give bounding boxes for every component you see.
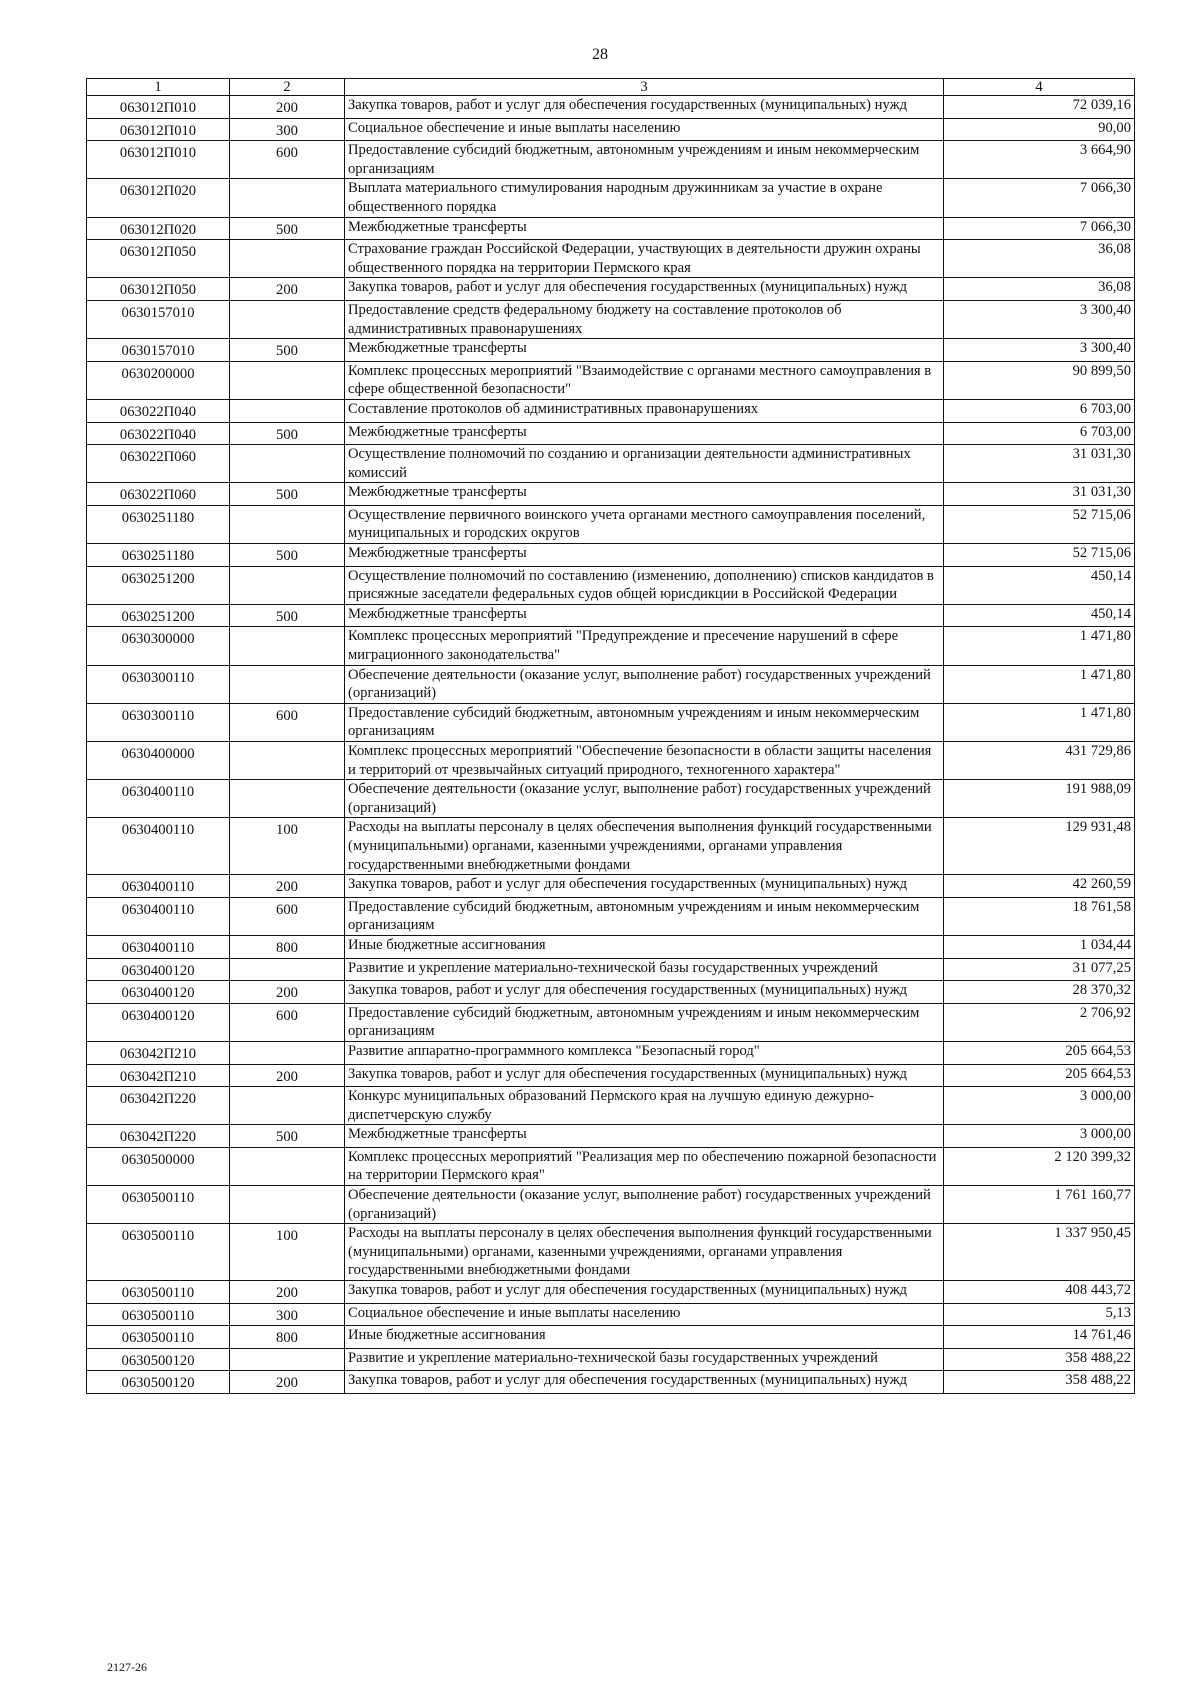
name-cell: Межбюджетные трансферты <box>345 339 944 362</box>
type-cell <box>230 240 345 278</box>
table-row <box>87 505 1135 543</box>
name-cell: Социальное обеспечение и иные выплаты населению <box>345 118 944 141</box>
name-cell: Закупка товаров, работ и услуг для обеспечения государственных (муниципальных) нужд <box>345 1371 944 1394</box>
name-cell: Межбюджетные трансферты <box>345 1125 944 1148</box>
type-cell: 600 <box>230 703 345 741</box>
table-row <box>87 818 1135 875</box>
type-cell <box>230 1147 345 1185</box>
table-row <box>87 1041 1135 1064</box>
page-number: 28 <box>592 46 608 63</box>
type-cell <box>230 399 345 422</box>
table-row <box>87 179 1135 217</box>
budget-table <box>86 78 1135 1394</box>
type-cell: 200 <box>230 875 345 898</box>
type-cell: 200 <box>230 1064 345 1087</box>
type-cell: 300 <box>230 118 345 141</box>
type-cell: 100 <box>230 1224 345 1281</box>
name-cell: Предоставление субсидий бюджетным, автономным учреждениям и иным некоммерческим организациям <box>345 1003 944 1041</box>
table-row <box>87 665 1135 703</box>
table-row <box>87 278 1135 301</box>
type-cell: 200 <box>230 1371 345 1394</box>
amount-cell: 3 000,00 <box>944 1087 1135 1125</box>
code-cell: 063022П040 <box>87 422 230 445</box>
table-row <box>87 958 1135 981</box>
code-cell: 0630300000 <box>87 627 230 665</box>
code-cell: 0630400110 <box>87 818 230 875</box>
name-cell: Развитие аппаратно-программного комплекса "Безопасный город" <box>345 1041 944 1064</box>
name-cell: Межбюджетные трансферты <box>345 483 944 506</box>
amount-cell: 90 899,50 <box>944 361 1135 399</box>
table-row <box>87 1303 1135 1326</box>
table-row <box>87 1125 1135 1148</box>
name-cell: Развитие и укрепление материально-технической базы государственных учреждений <box>345 958 944 981</box>
table-row <box>87 1224 1135 1281</box>
amount-cell: 1 471,80 <box>944 627 1135 665</box>
amount-cell: 205 664,53 <box>944 1041 1135 1064</box>
name-cell: Закупка товаров, работ и услуг для обеспечения государственных (муниципальных) нужд <box>345 1064 944 1087</box>
code-cell: 0630500110 <box>87 1303 230 1326</box>
name-cell: Комплекс процессных мероприятий "Предупреждение и пресечение нарушений в сфере миграционного законодательства" <box>345 627 944 665</box>
amount-cell: 2 120 399,32 <box>944 1147 1135 1185</box>
table-row <box>87 483 1135 506</box>
type-cell <box>230 958 345 981</box>
header-row <box>87 79 1135 96</box>
table-row <box>87 1003 1135 1041</box>
type-cell: 600 <box>230 897 345 935</box>
type-cell <box>230 300 345 338</box>
column-header-1: 1 <box>87 79 230 96</box>
table-body <box>87 96 1135 1394</box>
amount-cell: 450,14 <box>944 604 1135 627</box>
amount-cell: 7 066,30 <box>944 179 1135 217</box>
name-cell: Обеспечение деятельности (оказание услуг, выполнение работ) государственных учреждений (организаций) <box>345 1186 944 1224</box>
type-cell: 600 <box>230 141 345 179</box>
name-cell: Закупка товаров, работ и услуг для обеспечения государственных (муниципальных) нужд <box>345 1281 944 1304</box>
amount-cell: 205 664,53 <box>944 1064 1135 1087</box>
table-row <box>87 399 1135 422</box>
amount-cell: 408 443,72 <box>944 1281 1135 1304</box>
type-cell <box>230 780 345 818</box>
type-cell: 500 <box>230 339 345 362</box>
code-cell: 063012П010 <box>87 118 230 141</box>
name-cell: Составление протоколов об административных правонарушениях <box>345 399 944 422</box>
column-header-4: 4 <box>944 79 1135 96</box>
code-cell: 063022П060 <box>87 445 230 483</box>
code-cell: 0630400120 <box>87 958 230 981</box>
code-cell: 063022П060 <box>87 483 230 506</box>
column-header-2: 2 <box>230 79 345 96</box>
type-cell: 200 <box>230 1281 345 1304</box>
name-cell: Иные бюджетные ассигнования <box>345 1326 944 1349</box>
table-row <box>87 780 1135 818</box>
name-cell: Межбюджетные трансферты <box>345 217 944 240</box>
type-cell: 800 <box>230 1326 345 1349</box>
type-cell <box>230 742 345 780</box>
code-cell: 063022П040 <box>87 399 230 422</box>
name-cell: Иные бюджетные ассигнования <box>345 935 944 958</box>
type-cell: 500 <box>230 604 345 627</box>
code-cell: 063012П050 <box>87 278 230 301</box>
code-cell: 063012П020 <box>87 217 230 240</box>
table-row <box>87 1087 1135 1125</box>
code-cell: 0630400110 <box>87 897 230 935</box>
type-cell <box>230 505 345 543</box>
amount-cell: 5,13 <box>944 1303 1135 1326</box>
name-cell: Предоставление средств федеральному бюджету на составление протоколов об административных правонарушениях <box>345 300 944 338</box>
code-cell: 0630500000 <box>87 1147 230 1185</box>
table-row <box>87 445 1135 483</box>
table-row <box>87 1064 1135 1087</box>
type-cell: 300 <box>230 1303 345 1326</box>
type-cell: 500 <box>230 217 345 240</box>
code-cell: 0630400120 <box>87 1003 230 1041</box>
table-row <box>87 703 1135 741</box>
name-cell: Комплекс процессных мероприятий "Взаимодействие с органами местного самоуправления в сфере общественной безопасности" <box>345 361 944 399</box>
type-cell <box>230 361 345 399</box>
name-cell: Социальное обеспечение и иные выплаты населению <box>345 1303 944 1326</box>
amount-cell: 431 729,86 <box>944 742 1135 780</box>
name-cell: Обеспечение деятельности (оказание услуг, выполнение работ) государственных учреждений (организаций) <box>345 780 944 818</box>
amount-cell: 358 488,22 <box>944 1348 1135 1371</box>
amount-cell: 31 031,30 <box>944 445 1135 483</box>
table-row <box>87 1186 1135 1224</box>
amount-cell: 52 715,06 <box>944 505 1135 543</box>
code-cell: 0630400110 <box>87 780 230 818</box>
type-cell <box>230 445 345 483</box>
name-cell: Закупка товаров, работ и услуг для обеспечения государственных (муниципальных) нужд <box>345 278 944 301</box>
table-row <box>87 1147 1135 1185</box>
table-row <box>87 742 1135 780</box>
table-row <box>87 141 1135 179</box>
name-cell: Предоставление субсидий бюджетным, автономным учреждениям и иным некоммерческим организациям <box>345 897 944 935</box>
table-row <box>87 544 1135 567</box>
code-cell: 0630300110 <box>87 665 230 703</box>
code-cell: 0630400120 <box>87 981 230 1004</box>
name-cell: Межбюджетные трансферты <box>345 604 944 627</box>
type-cell: 500 <box>230 1125 345 1148</box>
type-cell: 200 <box>230 981 345 1004</box>
type-cell <box>230 665 345 703</box>
table-row <box>87 240 1135 278</box>
name-cell: Комплекс процессных мероприятий "Обеспечение безопасности в области защиты населения и территорий от чрезвычайных ситуаций природного, техногенного характера" <box>345 742 944 780</box>
name-cell: Осуществление первичного воинского учета органами местного самоуправления поселений, муниципальных и городских округов <box>345 505 944 543</box>
type-cell: 500 <box>230 544 345 567</box>
table-row <box>87 96 1135 119</box>
type-cell <box>230 627 345 665</box>
amount-cell: 129 931,48 <box>944 818 1135 875</box>
code-cell: 0630251180 <box>87 505 230 543</box>
type-cell <box>230 179 345 217</box>
amount-cell: 28 370,32 <box>944 981 1135 1004</box>
amount-cell: 72 039,16 <box>944 96 1135 119</box>
type-cell <box>230 1348 345 1371</box>
name-cell: Осуществление полномочий по созданию и организации деятельности административных комиссий <box>345 445 944 483</box>
type-cell: 500 <box>230 483 345 506</box>
amount-cell: 36,08 <box>944 240 1135 278</box>
amount-cell: 14 761,46 <box>944 1326 1135 1349</box>
code-cell: 063042П220 <box>87 1125 230 1148</box>
code-cell: 0630500110 <box>87 1326 230 1349</box>
code-cell: 0630200000 <box>87 361 230 399</box>
type-cell: 600 <box>230 1003 345 1041</box>
table-row <box>87 604 1135 627</box>
amount-cell: 90,00 <box>944 118 1135 141</box>
amount-cell: 358 488,22 <box>944 1371 1135 1394</box>
name-cell: Развитие и укрепление материально-технической базы государственных учреждений <box>345 1348 944 1371</box>
code-cell: 0630157010 <box>87 339 230 362</box>
code-cell: 063042П210 <box>87 1041 230 1064</box>
amount-cell: 1 471,80 <box>944 703 1135 741</box>
name-cell: Выплата материального стимулирования народным дружинникам за участие в охране общественного порядка <box>345 179 944 217</box>
type-cell: 100 <box>230 818 345 875</box>
name-cell: Межбюджетные трансферты <box>345 422 944 445</box>
amount-cell: 7 066,30 <box>944 217 1135 240</box>
amount-cell: 3 300,40 <box>944 339 1135 362</box>
table-row <box>87 118 1135 141</box>
table-row <box>87 566 1135 604</box>
amount-cell: 31 031,30 <box>944 483 1135 506</box>
table-row <box>87 627 1135 665</box>
amount-cell: 3 300,40 <box>944 300 1135 338</box>
code-cell: 063012П010 <box>87 96 230 119</box>
name-cell: Закупка товаров, работ и услуг для обеспечения государственных (муниципальных) нужд <box>345 875 944 898</box>
table-header <box>87 79 1135 96</box>
table-row <box>87 935 1135 958</box>
code-cell: 0630500120 <box>87 1348 230 1371</box>
table-row <box>87 981 1135 1004</box>
table-row <box>87 897 1135 935</box>
amount-cell: 42 260,59 <box>944 875 1135 898</box>
code-cell: 063042П220 <box>87 1087 230 1125</box>
table-row <box>87 1348 1135 1371</box>
code-cell: 063042П210 <box>87 1064 230 1087</box>
amount-cell: 3 000,00 <box>944 1125 1135 1148</box>
code-cell: 0630251180 <box>87 544 230 567</box>
type-cell <box>230 566 345 604</box>
table-row <box>87 422 1135 445</box>
amount-cell: 18 761,58 <box>944 897 1135 935</box>
table-row <box>87 361 1135 399</box>
code-cell: 0630500120 <box>87 1371 230 1394</box>
table-row <box>87 339 1135 362</box>
code-cell: 0630500110 <box>87 1224 230 1281</box>
type-cell: 200 <box>230 96 345 119</box>
table-row <box>87 1326 1135 1349</box>
type-cell <box>230 1087 345 1125</box>
name-cell: Конкурс муниципальных образований Пермского края на лучшую единую дежурно-диспетчерскую службу <box>345 1087 944 1125</box>
type-cell: 500 <box>230 422 345 445</box>
name-cell: Межбюджетные трансферты <box>345 544 944 567</box>
code-cell: 0630251200 <box>87 604 230 627</box>
code-cell: 0630400110 <box>87 935 230 958</box>
amount-cell: 3 664,90 <box>944 141 1135 179</box>
amount-cell: 31 077,25 <box>944 958 1135 981</box>
column-header-3: 3 <box>345 79 944 96</box>
table-row <box>87 1281 1135 1304</box>
code-cell: 063012П020 <box>87 179 230 217</box>
amount-cell: 1 337 950,45 <box>944 1224 1135 1281</box>
table-row <box>87 300 1135 338</box>
code-cell: 063012П050 <box>87 240 230 278</box>
amount-cell: 52 715,06 <box>944 544 1135 567</box>
amount-cell: 1 034,44 <box>944 935 1135 958</box>
type-cell <box>230 1186 345 1224</box>
name-cell: Предоставление субсидий бюджетным, автономным учреждениям и иным некоммерческим организациям <box>345 703 944 741</box>
code-cell: 0630500110 <box>87 1186 230 1224</box>
footer-code: 2127-26 <box>107 1660 147 1674</box>
amount-cell: 2 706,92 <box>944 1003 1135 1041</box>
amount-cell: 450,14 <box>944 566 1135 604</box>
name-cell: Закупка товаров, работ и услуг для обеспечения государственных (муниципальных) нужд <box>345 981 944 1004</box>
name-cell: Предоставление субсидий бюджетным, автономным учреждениям и иным некоммерческим организациям <box>345 141 944 179</box>
table-row <box>87 1371 1135 1394</box>
name-cell: Страхование граждан Российской Федерации, участвующих в деятельности дружин охраны общественного порядка на территории Пермского края <box>345 240 944 278</box>
amount-cell: 36,08 <box>944 278 1135 301</box>
code-cell: 0630400000 <box>87 742 230 780</box>
code-cell: 0630251200 <box>87 566 230 604</box>
table-row <box>87 217 1135 240</box>
code-cell: 0630400110 <box>87 875 230 898</box>
name-cell: Осуществление полномочий по составлению (изменению, дополнению) списков кандидатов в присяжные заседатели федеральных судов общей юрисдикции в Российской Федерации <box>345 566 944 604</box>
name-cell: Комплекс процессных мероприятий "Реализация мер по обеспечению пожарной безопасности на территории Пермского края" <box>345 1147 944 1185</box>
type-cell: 800 <box>230 935 345 958</box>
type-cell <box>230 1041 345 1064</box>
name-cell: Закупка товаров, работ и услуг для обеспечения государственных (муниципальных) нужд <box>345 96 944 119</box>
code-cell: 0630300110 <box>87 703 230 741</box>
code-cell: 0630157010 <box>87 300 230 338</box>
name-cell: Обеспечение деятельности (оказание услуг, выполнение работ) государственных учреждений (организаций) <box>345 665 944 703</box>
amount-cell: 6 703,00 <box>944 399 1135 422</box>
amount-cell: 6 703,00 <box>944 422 1135 445</box>
name-cell: Расходы на выплаты персоналу в целях обеспечения выполнения функций государственными (муниципальными) органами, казенными учреждениями, органами управления государственными внебюджетными фондами <box>345 1224 944 1281</box>
name-cell: Расходы на выплаты персоналу в целях обеспечения выполнения функций государственными (муниципальными) органами, казенными учреждениями, органами управления государственными внебюджетными фондами <box>345 818 944 875</box>
type-cell: 200 <box>230 278 345 301</box>
code-cell: 0630500110 <box>87 1281 230 1304</box>
code-cell: 063012П010 <box>87 141 230 179</box>
amount-cell: 191 988,09 <box>944 780 1135 818</box>
amount-cell: 1 761 160,77 <box>944 1186 1135 1224</box>
table-row <box>87 875 1135 898</box>
amount-cell: 1 471,80 <box>944 665 1135 703</box>
